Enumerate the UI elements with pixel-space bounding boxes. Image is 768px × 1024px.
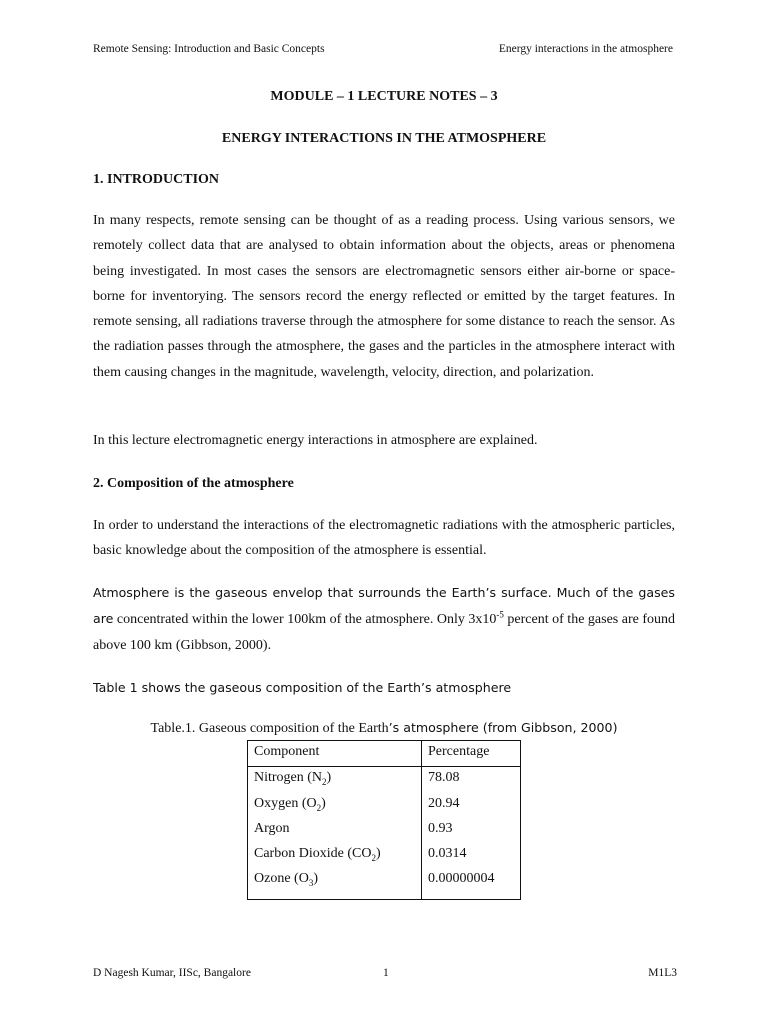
header-component: Component (248, 741, 422, 767)
component-name: Argon (254, 820, 290, 836)
table-header-row (248, 741, 521, 767)
component-close: ) (326, 770, 332, 786)
component-cell (248, 767, 422, 793)
document-title: ENERGY INTERACTIONS IN THE ATMOSPHERE (221, 131, 547, 146)
intro-paragraph-2: In this lecture electromagnetic energy interactions in atmosphere are explained. (93, 433, 538, 448)
header-percentage: Percentage (422, 741, 521, 767)
component-name: Carbon Dioxide (CO (254, 846, 372, 862)
component-close: ) (375, 846, 381, 862)
section-2-heading: 2. Composition of the atmosphere (93, 476, 294, 491)
component-name: Oxygen (O (254, 795, 317, 811)
running-header-right: Energy interactions in the atmosphere (498, 43, 673, 55)
subscript: 3 (308, 878, 314, 889)
footer-author: D Nagesh Kumar, IISc, Bangalore (93, 967, 251, 979)
table-row (248, 793, 521, 818)
running-header-left: Remote Sensing: Introduction and Basic Concepts (93, 43, 325, 55)
table-row (248, 843, 521, 868)
table-caption (0, 720, 768, 737)
table-caption-main: Table.1. Gaseous composition of the Earth (150, 721, 389, 736)
component-name: Nitrogen (N (254, 770, 323, 786)
percentage-cell: 20.94 (422, 793, 521, 818)
table-caption-rest: ’s atmosphere (from Gibbson, 2000) (388, 720, 618, 735)
component-cell (248, 818, 422, 843)
component-cell (248, 843, 422, 868)
component-close: ) (321, 795, 326, 811)
exponent: -5 (496, 609, 504, 620)
subscript: 2 (322, 777, 327, 788)
atmosphere-sentence-1: Atmosphere is the gaseous envelop that surrounds the Earth’s surface. Much of the gases are (93, 585, 675, 627)
component-name: Ozone (O (254, 871, 309, 887)
table-reference-text: Table 1 shows the gaseous composition of the Earth’s atmosphere (93, 680, 512, 695)
component-cell (248, 793, 422, 818)
table-row (248, 868, 521, 900)
percentage-cell: 0.93 (422, 818, 521, 843)
intro-paragraph: In many respects, remote sensing can be thought of as a reading process. Using various sensors, we remotely collect data that are analysed to obtain information about the objects, areas or phenomena being investigated. In most cases the sensors are electromagnetic sensors either air-borne or space-borne for inventorying. The sensors record the energy reflected or emitted by the target features. In remote sensing, all radiations traverse through the atmosphere for some distance to reach the sensor. As the radiation passes through the atmosphere, the gases and the particles in the atmosphere interact with them causing changes in the magnitude, wavelength, velocity, direction, and polarization. (93, 213, 675, 380)
table-row (248, 818, 521, 843)
composition-paragraph: In order to understand the interactions of the electromagnetic radiations with the atmospheric particles, basic knowledge about the composition of the atmosphere is essential. (93, 518, 675, 559)
table-row (248, 767, 521, 793)
percentage-cell: 78.08 (422, 767, 521, 793)
atmosphere-sentence-3: percent of the gases are found above 100 km (Gibbson, 2000). (93, 612, 675, 653)
section-1-heading: 1. INTRODUCTION (93, 172, 220, 187)
atmosphere-paragraph (93, 580, 675, 658)
percentage-cell: 0.0314 (422, 843, 521, 868)
page-number: 1 (383, 967, 389, 979)
composition-table (247, 740, 521, 900)
component-close: ) (313, 871, 318, 887)
footer-code: M1L3 (648, 967, 677, 979)
atmosphere-sentence-2: concentrated within the lower 100km of the atmosphere. Only 3x10 (116, 612, 497, 628)
percentage-cell: 0.00000004 (422, 868, 521, 900)
module-title: MODULE – 1 LECTURE NOTES – 3 (270, 89, 498, 104)
component-cell (248, 868, 422, 900)
subscript: 2 (371, 852, 376, 863)
subscript: 2 (316, 802, 322, 813)
